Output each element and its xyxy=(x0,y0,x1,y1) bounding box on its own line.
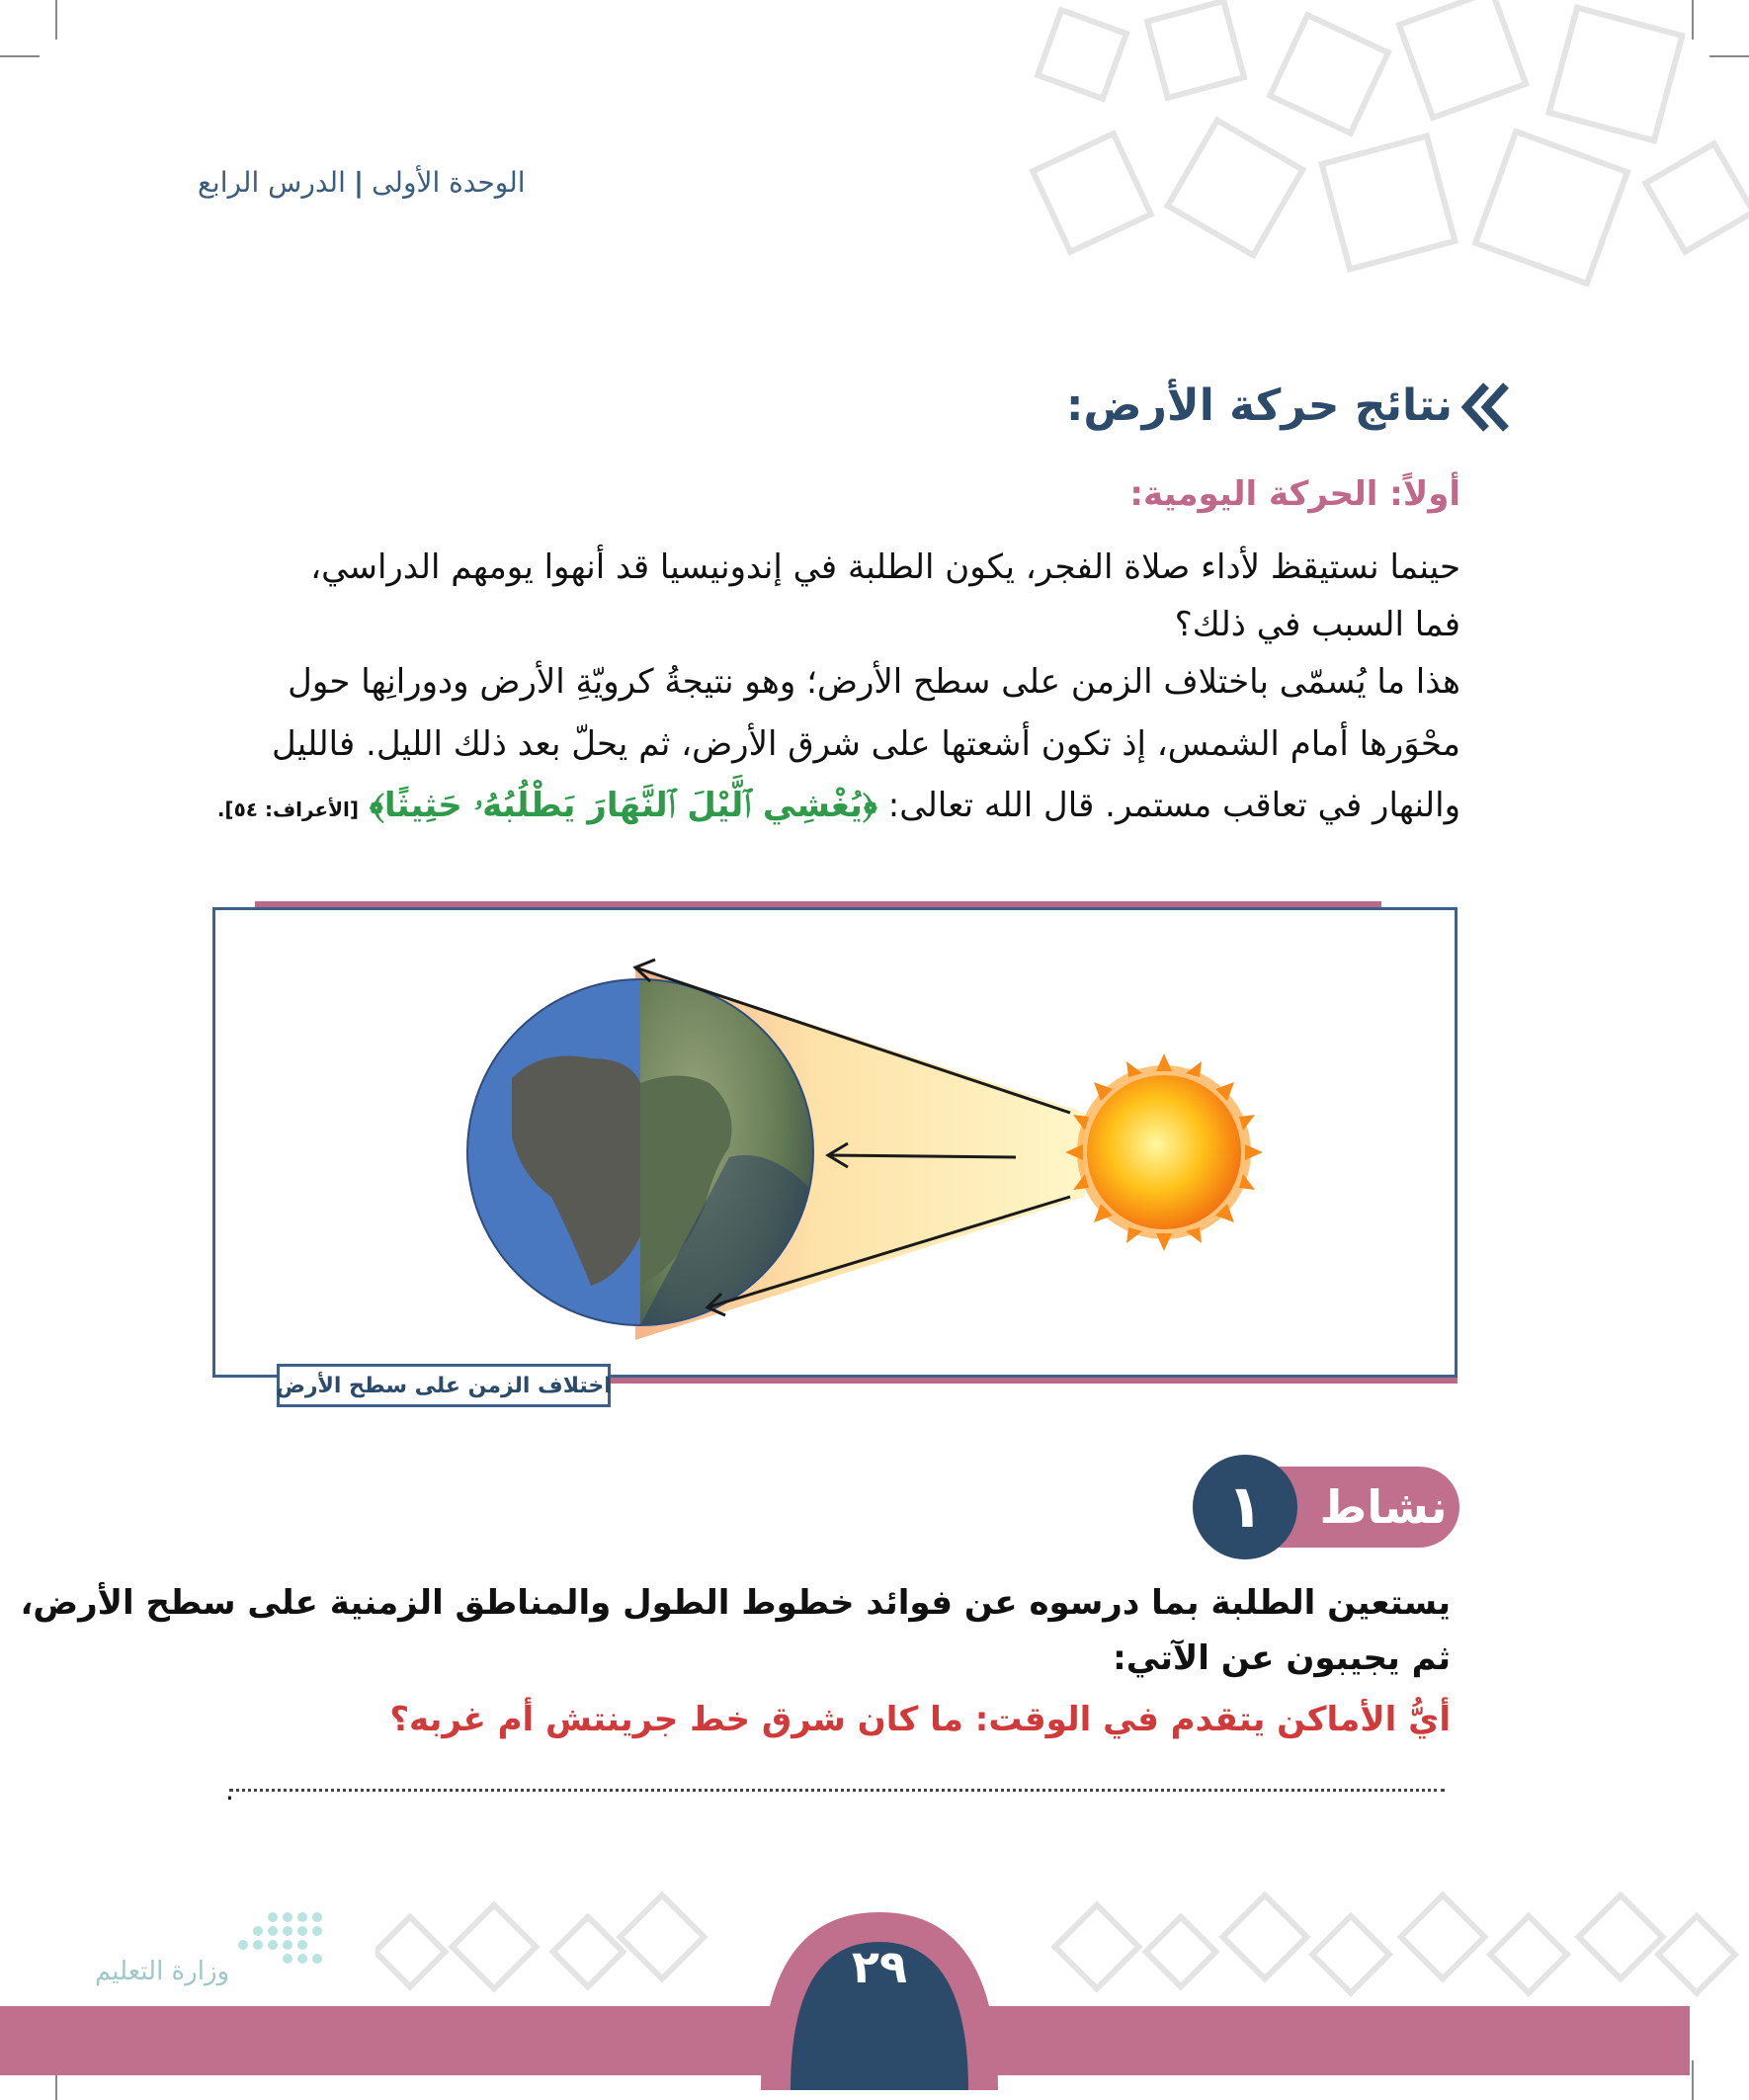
figure-bottom-bar xyxy=(605,1378,1458,1384)
breadcrumb xyxy=(198,163,573,203)
answer-line-dot: . xyxy=(225,1774,234,1806)
paragraph-line: والنهار في تعاقب مستمر. قال الله تعالى: xyxy=(887,786,1460,825)
paragraph-line: محْوَرها أمام الشمس، إذ تكون أشعتها على شرق الأرض، ثم يحلّ بعد ذلك الليل. فالليل xyxy=(272,724,1460,764)
figure-caption: اختلاف الزمن على سطح الأرض xyxy=(277,1364,611,1407)
breadcrumb-lesson: الدرس الرابع xyxy=(198,166,346,199)
activity-instruction: يستعين الطلبة بما درسوه عن فوائد خطوط الطول والمناطق الزمنية على سطح الأرض، xyxy=(20,1583,1451,1623)
activity-instruction: ثم يجيبون عن الآتي: xyxy=(1113,1638,1451,1678)
decorative-pattern xyxy=(988,0,1749,287)
quran-reference: [الأعراف: ٥٤]. xyxy=(216,798,360,821)
double-chevron-icon xyxy=(1457,381,1512,433)
decorative-pattern xyxy=(375,1878,1749,2016)
activity-question: أيُّ الأماكن يتقدم في الوقت: ما كان شرق خط جرينتش أم غربه؟ xyxy=(389,1700,1451,1739)
quran-quote: ﴿يُغْشِي ٱلَّيْلَ ٱلنَّهَارَ يَطْلُبُهُۥ حَثِيثًا﴾ xyxy=(369,786,877,825)
answer-line[interactable] xyxy=(229,1789,1445,1792)
paragraph-line: هذا ما يُسمّى باختلاف الزمن على سطح الأرض؛ وهو نتيجةُ كرويّةِ الأرض ودورانِها حول xyxy=(288,662,1460,702)
breadcrumb-separator: | xyxy=(353,166,365,199)
page-number: ٢٩ xyxy=(851,1940,908,1993)
crop-mark xyxy=(55,0,57,40)
activity-number: ١ xyxy=(1226,1472,1264,1542)
figure-frame xyxy=(212,907,1458,1378)
earth-sun-illustration xyxy=(215,910,1455,1375)
crop-mark xyxy=(0,55,40,57)
section-title: نتائج حركة الأرض: xyxy=(1065,380,1453,431)
sun xyxy=(1065,1053,1263,1251)
paragraph-line-with-quote xyxy=(216,777,1460,838)
subheading: أولاً: الحركة اليومية: xyxy=(1129,474,1460,514)
paragraph-line: فما السبب في ذلك؟ xyxy=(1174,605,1460,644)
ministry-name: وزارة التعليم xyxy=(95,1957,230,1986)
activity-label: نشاط xyxy=(1319,1480,1448,1534)
crop-mark xyxy=(1692,2060,1694,2100)
paragraph-line: حينما نستيقظ لأداء صلاة الفجر، يكون الطلبة في إندونيسيا قد أنهوا يومهم الدراسي، xyxy=(310,547,1460,587)
breadcrumb-unit: الوحدة الأولى xyxy=(372,166,526,199)
